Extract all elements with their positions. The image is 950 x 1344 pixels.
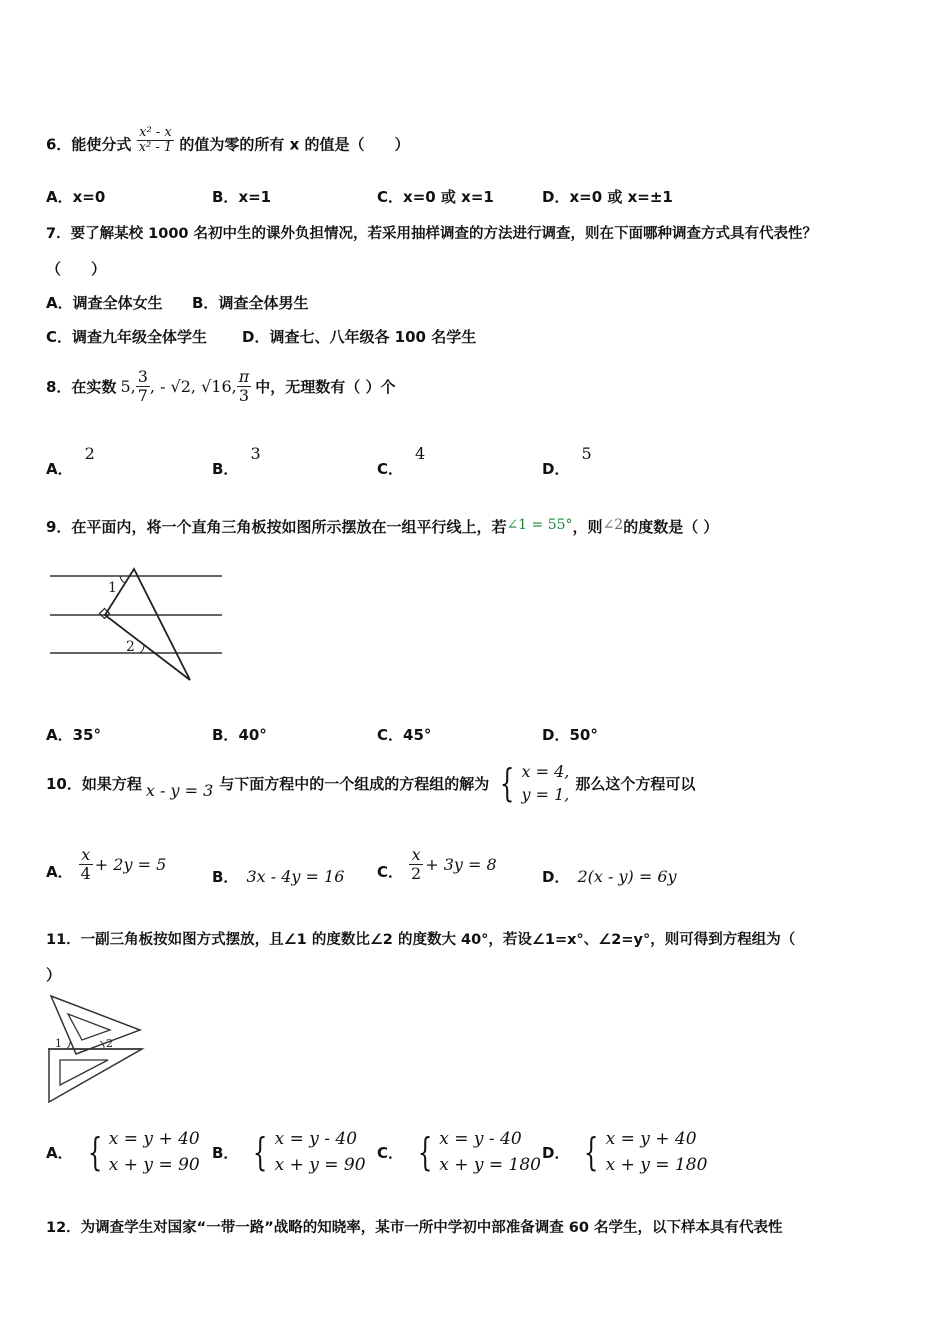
q8-n1: 5, [120, 376, 136, 396]
q9-option-b[interactable] [212, 724, 267, 745]
option-letter: A． [46, 862, 73, 881]
q11-d-system [579, 1126, 707, 1179]
option-letter: D． [542, 188, 570, 206]
q11-b-system [248, 1126, 365, 1179]
q10-tail: 那么这个方程可以 [575, 774, 696, 793]
system-line: x + y = 180 [439, 1155, 541, 1176]
q8-option-d[interactable] [542, 444, 592, 479]
angle-arc-1 [120, 576, 125, 583]
q6-option-b[interactable] [212, 186, 271, 207]
q11-option-a[interactable] [46, 1126, 200, 1179]
option-text: 调查七、八年级各 100 名学生 [269, 328, 477, 346]
option-letter: B． [192, 294, 219, 312]
frac-den: 4 [80, 863, 91, 883]
right-triangle [105, 569, 190, 680]
q6-fraction [137, 126, 174, 156]
q9-tail: 的度数是（ ） [623, 518, 719, 536]
q9-mid: ，则 [572, 518, 603, 536]
option-text: 35° [72, 726, 101, 744]
option-letter: A． [46, 460, 73, 478]
option-text: 5 [581, 444, 592, 463]
q10-c-frac [409, 846, 423, 882]
option-letter: D． [242, 328, 270, 346]
option-letter: B． [212, 1143, 239, 1162]
option-letter: C． [377, 726, 404, 744]
brace-icon: { [417, 1130, 433, 1175]
q8-stem [46, 368, 396, 404]
q7-stem-cont: （ ） [46, 260, 107, 278]
option-letter: C． [377, 862, 404, 881]
brace-icon: { [584, 1130, 599, 1175]
option-letter: C． [46, 328, 73, 346]
option-letter: B． [212, 868, 239, 886]
q9-option-c[interactable] [377, 724, 431, 745]
q6-tail: 的值为零的所有 x 的值是（ ） [179, 135, 410, 154]
q10-a-frac [79, 846, 93, 882]
system-line: x + y = 90 [274, 1155, 366, 1176]
option-letter: D． [542, 1143, 570, 1162]
q9-angle1: ∠1 = 55° [506, 517, 573, 533]
option-text: 调查全体男生 [218, 294, 309, 312]
q9-figure [46, 564, 226, 684]
set-square-bottom [49, 1049, 142, 1102]
option-text: 50° [569, 726, 598, 744]
option-text: + 3y = 8 [425, 854, 497, 874]
q11-option-b[interactable] [212, 1126, 366, 1179]
option-text: x=1 [238, 188, 272, 206]
brace-icon: { [500, 761, 515, 806]
q8-frac-den: 7 [137, 385, 148, 405]
q8-option-a[interactable] [46, 444, 95, 479]
q7-option-c[interactable] [46, 326, 207, 347]
q9-angle2: ∠2 [602, 517, 624, 533]
q12-stem: 12．为调查学生对国家“一带一路”战略的知晓率，某市一所中学初中部准备调查 60 名学生，以下样本具有代表性 [46, 1220, 783, 1236]
q6-option-a[interactable] [46, 186, 105, 207]
q9-stem [46, 516, 718, 537]
q8-option-b[interactable] [212, 444, 261, 479]
option-letter: D． [542, 868, 570, 886]
system-line: x + y = 180 [605, 1155, 708, 1176]
q11-a-system [83, 1126, 200, 1179]
q8-tail: 中，无理数有（ ）个 [255, 377, 396, 396]
q8-pi-fraction [237, 368, 252, 404]
q8-label: 8．在实数 [46, 377, 117, 396]
option-text: 2(x - y) = 6y [577, 867, 677, 886]
option-text: 调查九年级全体学生 [72, 328, 208, 346]
system-line: x = y + 40 [605, 1129, 697, 1149]
option-text: 3 [250, 444, 261, 463]
option-letter: B． [212, 188, 239, 206]
fig-label-2: 2 [126, 639, 135, 655]
q11-figure [46, 992, 146, 1106]
q7-stem: 7．要了解某校 1000 名初中生的课外负担情况，若采用抽样调查的方法进行调查，则在下面哪种调查方式具有代表性？ [46, 226, 818, 242]
option-letter: A． [46, 726, 73, 744]
q11-stem: 11．一副三角板按如图方式摆放，且∠1 的度数比∠2 的度数大 40°，若设∠1=x°、∠2=y°，则可得到方程组为（ [46, 932, 796, 948]
q9-option-a[interactable] [46, 724, 101, 745]
option-text: 4 [415, 444, 426, 463]
q7-option-a[interactable] [46, 292, 163, 313]
q10-mid: 与下面方程中的一个组成的方程组的解为 [219, 774, 490, 793]
q6-stem [46, 126, 410, 156]
fig-label-1: 1 [55, 1037, 62, 1050]
frac-num: x [79, 846, 93, 865]
system-line: x = y - 40 [439, 1129, 522, 1149]
option-text: 调查全体女生 [72, 294, 163, 312]
q6-option-d[interactable] [542, 186, 673, 207]
system-line: x + y = 90 [108, 1155, 200, 1176]
option-text: 3x - 4y = 16 [246, 867, 345, 886]
option-letter: C． [377, 1143, 404, 1162]
option-text: x=0 [72, 188, 106, 206]
frac-num: x [409, 846, 423, 865]
frac-den: 2 [411, 863, 422, 883]
q8-frac-num: 3 [137, 367, 148, 386]
option-text: x=0 或 x=±1 [569, 188, 673, 206]
option-text: + 2y = 5 [94, 854, 167, 874]
option-text: 2 [84, 444, 95, 463]
brace-icon: { [253, 1130, 268, 1175]
q10-option-b[interactable] [212, 866, 344, 887]
q7-option-d[interactable] [242, 326, 476, 347]
q8-fraction [136, 368, 150, 404]
q11-stem-cont: ） [46, 966, 62, 984]
q8-option-c[interactable] [377, 444, 425, 479]
q9-label: 9．在平面内，将一个直角三角板按如图所示摆放在一组平行线上，若 [46, 518, 507, 536]
q10-sys-line2: y = 1, [521, 785, 570, 805]
option-letter: C． [377, 460, 404, 478]
option-letter: B． [212, 460, 239, 478]
q10-option-d[interactable] [542, 866, 677, 887]
option-letter: A． [46, 1143, 73, 1162]
q6-frac-num: x² - x [137, 126, 174, 141]
option-text: x=0 或 x=1 [403, 188, 494, 206]
q6-label: 6．能使分式 [46, 135, 132, 154]
option-letter: C． [377, 188, 404, 206]
q10-equation: x - y = 3 [145, 780, 214, 800]
q9-option-d[interactable] [542, 724, 598, 745]
q10-system [495, 760, 569, 806]
option-text: 40° [238, 726, 267, 744]
q11-option-c[interactable] [377, 1126, 541, 1179]
brace-icon: { [87, 1130, 102, 1175]
option-letter: A． [46, 188, 73, 206]
set-square-top-inner [68, 1014, 110, 1040]
q10-label: 10．如果方程 [46, 774, 142, 793]
q10-sys-line1: x = 4, [521, 762, 570, 781]
q10-option-c[interactable] [377, 846, 497, 882]
option-letter: D． [542, 726, 570, 744]
q11-c-system [413, 1126, 541, 1179]
system-line: x = y - 40 [274, 1129, 358, 1149]
option-letter: A． [46, 294, 73, 312]
option-letter: D． [542, 460, 570, 478]
fig-label-2: 2 [106, 1037, 113, 1050]
angle-arc-1 [66, 1042, 70, 1049]
q6-option-c[interactable] [377, 186, 494, 207]
q10-stem [46, 760, 695, 806]
option-text: 45° [403, 726, 432, 744]
q8-pi-den: 3 [238, 385, 250, 405]
angle-arc-2 [140, 645, 144, 653]
system-line: x = y + 40 [108, 1129, 200, 1149]
fig-label-1: 1 [108, 580, 117, 596]
option-letter: B． [212, 726, 239, 744]
q6-frac-den: x² - 1 [138, 140, 173, 156]
q11-option-d[interactable] [542, 1126, 707, 1179]
q10-option-a[interactable] [46, 846, 166, 882]
q8-mid: , - √2, √16, [149, 376, 237, 396]
q8-pi-num: π [238, 367, 250, 386]
q7-option-b[interactable] [192, 292, 308, 313]
